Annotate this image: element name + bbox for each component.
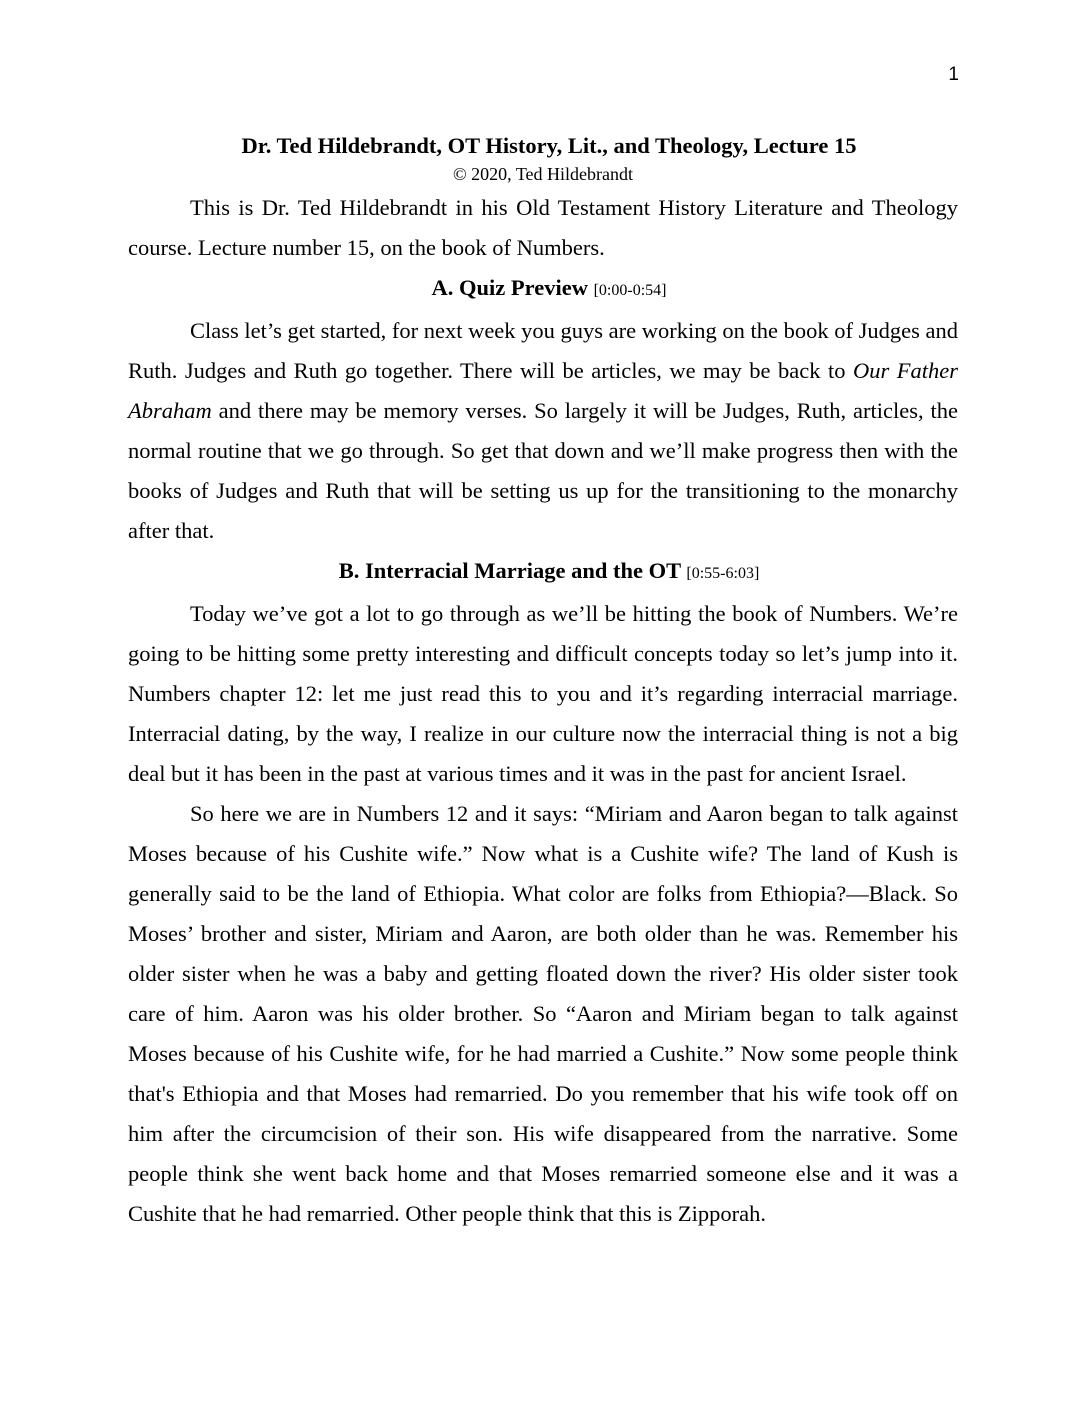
section-b-timestamp: [0:55-6:03] [686, 565, 760, 582]
section-a-timestamp: [0:00-0:54] [593, 282, 667, 299]
section-b-paragraph-2: So here we are in Numbers 12 and it says: “Miriam and Aaron began to talk against Moses because of his Cushite wife.” Now what is a Cushite wife? The land of Kush is generally said to be the land of Ethiopia. What color are folks from Ethiopia?—Black. So Moses’ brother and sister, Miriam and Aaron, are both older than he was. Remember his older sister when he was a baby and getting floated down the river? His older sister took care of him. Aaron was his older brother. So “Aaron and Miriam began to talk against Moses because of his Cushite wife, for he had married a Cushite.” Now some people think that's Ethiopia and that Moses had remarried. Do you remember that his wife took off on him after the circumcision of their son. His wife disappeared from the narrative. Some people think she went back home and that Moses remarried someone else and it was a Cushite that he had remarried. Other people think that this is Zipporah. [128, 801, 958, 1226]
page-number: 1 [948, 64, 959, 85]
book-title-italic: Our Father Abraham [128, 358, 958, 423]
section-a-paragraph-1 [128, 311, 958, 551]
document-body [128, 126, 958, 1234]
section-a-heading [128, 268, 958, 311]
intro-paragraph: This is Dr. Ted Hildebrandt in his Old Testament History Literature and Theology course. Lecture number 15, on the book of Numbers. [128, 195, 958, 260]
document-title: Dr. Ted Hildebrandt, OT History, Lit., and Theology, Lecture 15 [241, 133, 857, 158]
section-b-paragraph-1: Today we’ve got a lot to go through as we’ll be hitting the book of Numbers. We’re going to be hitting some pretty interesting and difficult concepts today so let’s jump into it. Numbers chapter 12: let me just read this to you and it’s regarding interracial marriage. Interracial dating, by the way, I realize in our culture now the interracial thing is not a big deal but it has been in the past at various times and it was in the past for ancient Israel. [128, 601, 958, 786]
copyright-line: © 2020, Ted Hildebrandt [452, 164, 634, 184]
section-b-heading-text: B. Interracial Marriage and the OT [338, 558, 681, 583]
section-a-p1-after-italic: and there may be memory verses. So largely it will be Judges, Ruth, articles, the normal routine that we go through. So get that down and we’ll make progress then with the books of Judges and Ruth that will be setting us up for the transitioning to the monarchy after that. [128, 398, 958, 543]
section-a-heading-text: A. Quiz Preview [431, 275, 588, 300]
section-b-heading [128, 551, 958, 594]
section-a-p1-before-italic: Class let’s get started, for next week you guys are working on the book of Judges and Ruth. Judges and Ruth go together. There will be articles, we may be back to [128, 318, 958, 383]
